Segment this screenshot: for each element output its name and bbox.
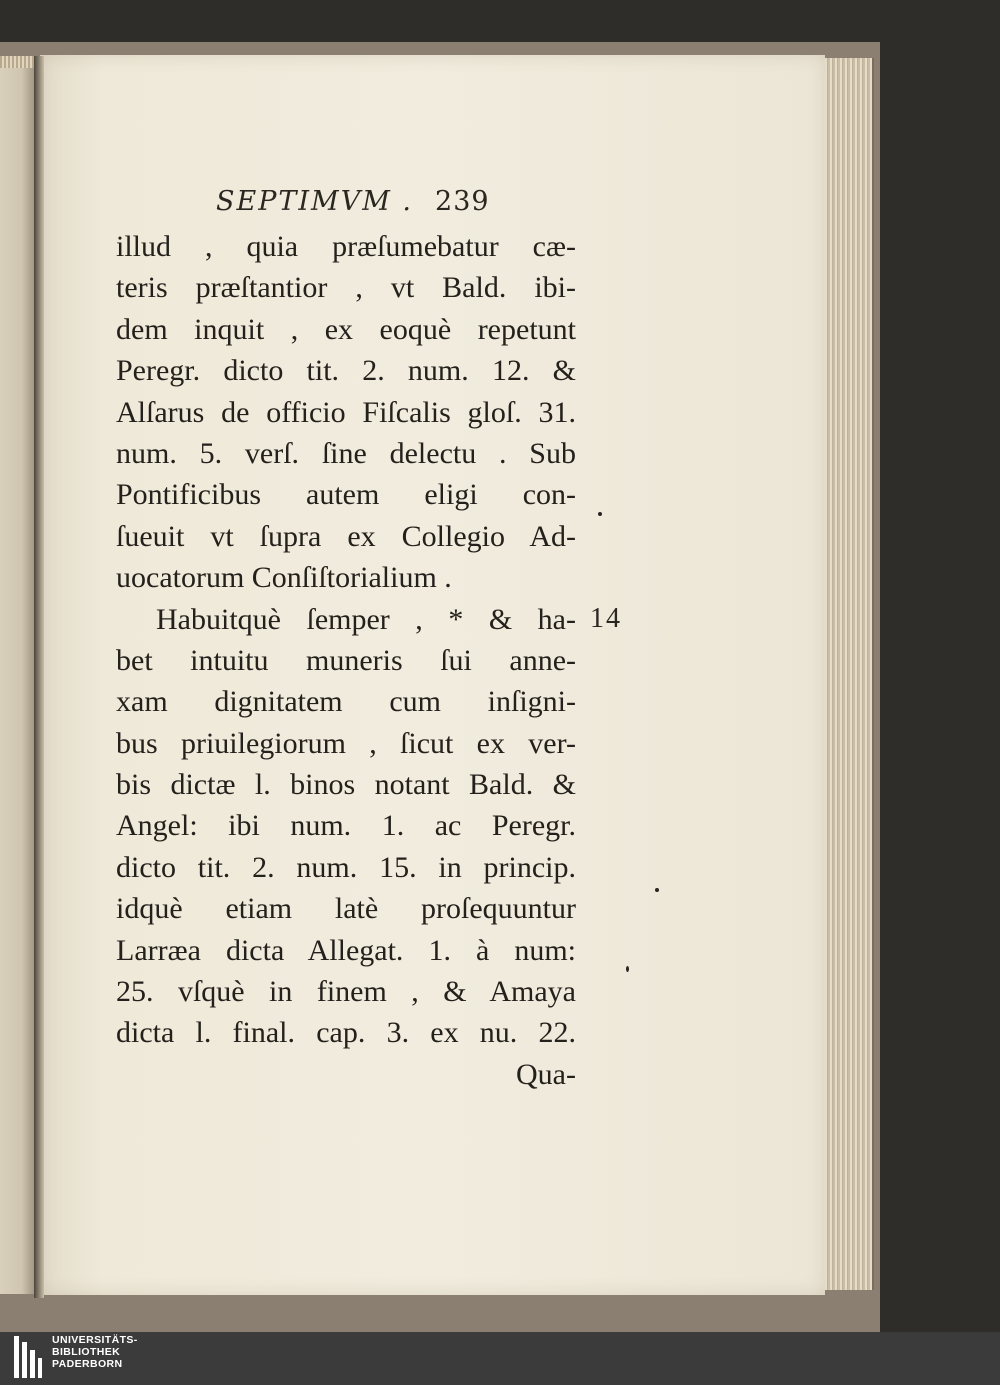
right-page-stack	[818, 58, 874, 1290]
running-header	[216, 186, 546, 222]
text-line: teris præſtantior , vt Bald. ibi-	[116, 271, 576, 305]
text-line: Alſarus de officio Fiſcalis gloſ. 31.	[116, 395, 576, 429]
body-text	[116, 226, 576, 1095]
ink-speck	[626, 966, 629, 972]
text-line: Peregr. dicto tit. 2. num. 12. &	[116, 354, 576, 388]
text-line: dicta l. final. cap. 3. ex nu. 22.	[116, 1016, 576, 1050]
text-line: Angel: ibi num. 1. ac Peregr.	[116, 809, 576, 843]
ink-speck	[598, 512, 602, 516]
ink-speck	[655, 888, 659, 892]
logo-line: PADERBORN	[52, 1358, 123, 1370]
text-line: Habuitquè ſemper , * & ha-	[156, 602, 576, 636]
text-line: idquè etiam latè proſequuntur	[116, 892, 576, 926]
logo-line: BIBLIOTHEK	[52, 1346, 121, 1358]
text-line: illud , quia præſumebatur cæ-	[116, 230, 576, 263]
left-page-edge	[0, 62, 36, 1294]
logo-line: UNIVERSITÄTS-	[52, 1334, 138, 1346]
text-line: dicto tit. 2. num. 15. in princip.	[116, 850, 576, 884]
library-logo-icon	[14, 1336, 42, 1378]
text-line: Pontificibus autem eligi con-	[116, 478, 576, 512]
text-line: xam dignitatem cum inſigni-	[116, 685, 576, 719]
book-gutter	[34, 56, 44, 1298]
text-line: bet intuitu muneris ſui anne-	[116, 643, 576, 677]
text-line: 25. vſquè in finem , & Amaya	[116, 975, 576, 1009]
text-line: bis dictæ l. binos notant Bald. &	[116, 768, 576, 802]
running-header-title: SEPTIMVM .	[216, 186, 414, 217]
text-line: uocatorum Conſiſtorialium .	[116, 561, 452, 595]
library-logo-text	[52, 1334, 212, 1370]
text-line: ſueuit vt ſupra ex Collegio Ad-	[116, 519, 576, 553]
text-line: dem inquit , ex eoquè repetunt	[116, 312, 576, 346]
text-line: bus priuilegiorum , ſicut ex ver-	[116, 726, 576, 760]
text-line: num. 5. verſ. ſine delectu . Sub	[116, 436, 576, 470]
text-line: Larræa dicta Allegat. 1. à num:	[116, 933, 576, 967]
catchword: Qua-	[516, 1057, 576, 1091]
margin-note-number: 14	[590, 603, 622, 634]
page-number: 239	[435, 186, 490, 217]
